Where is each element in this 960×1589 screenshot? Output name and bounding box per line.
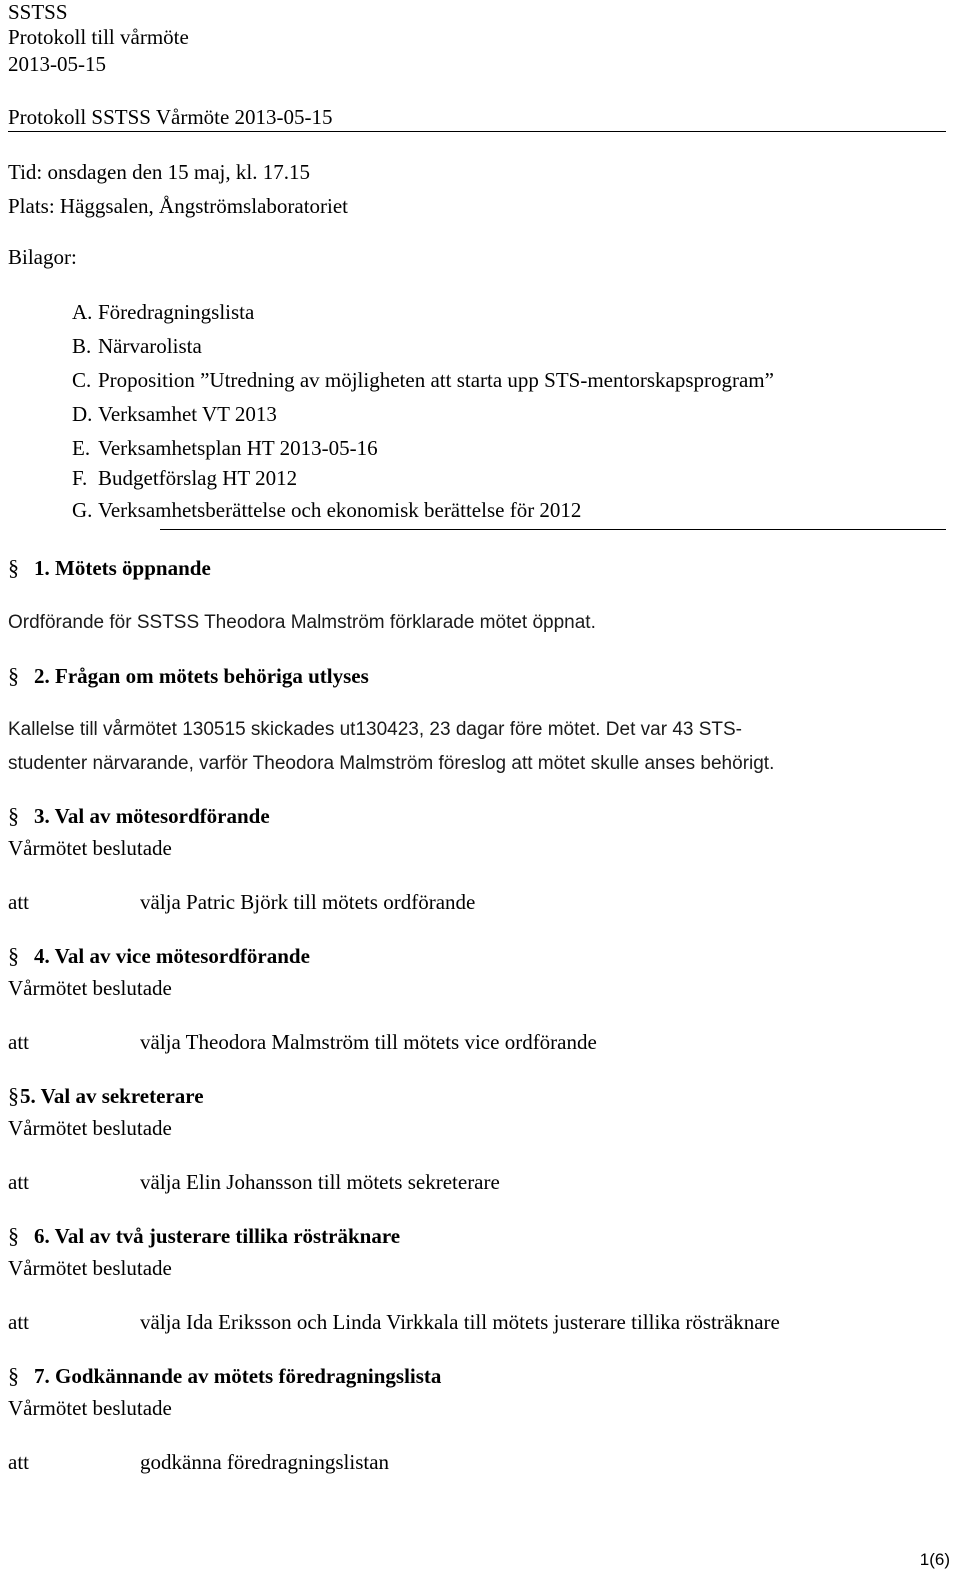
separator-line xyxy=(160,529,946,530)
header-doc: Protokoll till vårmöte xyxy=(8,25,189,49)
section-4-att: att xyxy=(8,1030,29,1054)
attachments-label: Bilagor: xyxy=(8,245,77,269)
attachment-item: G. Verksamhetsberättelse och ekonomisk berättelse för 2012 xyxy=(72,498,582,522)
meeting-time: Tid: onsdagen den 15 maj, kl. 17.15 xyxy=(8,160,310,184)
section-7-heading: § 7. Godkännande av mötets föredragningslista xyxy=(8,1363,442,1388)
section-7-decided: Vårmötet beslutade xyxy=(8,1396,172,1420)
section-4-heading: § 4. Val av vice mötesordförande xyxy=(8,943,310,968)
attachment-item: D. Verksamhet VT 2013 xyxy=(72,402,277,426)
header-org: SSTSS xyxy=(8,0,68,24)
section-7-att: att xyxy=(8,1450,29,1474)
section-5-att: att xyxy=(8,1170,29,1194)
section-2-heading: § 2. Frågan om mötets behöriga utlyses xyxy=(8,663,369,688)
section-2-body-line2: studenter närvarande, varför Theodora Malmström föreslog att mötet skulle anses behörigt. xyxy=(8,753,775,774)
section-6-decision: välja Ida Eriksson och Linda Virkkala till mötets justerare tillika rösträknare xyxy=(140,1310,780,1334)
attachment-item: F. Budgetförslag HT 2012 xyxy=(72,466,298,490)
header-date: 2013-05-15 xyxy=(8,52,106,76)
section-5-heading: §5. Val av sekreterare xyxy=(8,1083,204,1108)
section-6-heading: § 6. Val av två justerare tillika rösträknare xyxy=(8,1223,401,1248)
meeting-place: Plats: Häggsalen, Ångströmslaboratoriet xyxy=(8,194,349,218)
section-4-decided: Vårmötet beslutade xyxy=(8,976,172,1000)
attachment-item: A. Föredragningslista xyxy=(72,300,255,324)
section-7-decision: godkänna föredragningslistan xyxy=(140,1450,390,1474)
section-5-decided: Vårmötet beslutade xyxy=(8,1116,172,1140)
section-1-body: Ordförande för SSTSS Theodora Malmström förklarade mötet öppnat. xyxy=(8,612,596,633)
section-3-heading: § 3. Val av mötesordförande xyxy=(8,803,270,828)
attachment-item: E. Verksamhetsplan HT 2013-05-16 xyxy=(72,436,378,460)
attachment-item: C. Proposition ”Utredning av möjligheten att starta upp STS-mentorskapsprogram” xyxy=(72,368,774,392)
section-5-decision: välja Elin Johansson till mötets sekreterare xyxy=(140,1170,500,1194)
attachment-item: B. Närvarolista xyxy=(72,334,202,358)
section-6-decided: Vårmötet beslutade xyxy=(8,1256,172,1280)
section-4-decision: välja Theodora Malmström till mötets vice ordförande xyxy=(140,1030,597,1054)
section-3-decision: välja Patric Björk till mötets ordförande xyxy=(140,890,476,914)
document-title: Protokoll SSTSS Vårmöte 2013-05-15 xyxy=(8,105,333,129)
section-2-body-line1: Kallelse till vårmötet 130515 skickades ut130423, 23 dagar före mötet. Det var 43 STS- xyxy=(8,719,743,740)
page-number: 1(6) xyxy=(919,1550,950,1569)
title-row xyxy=(8,105,946,132)
section-6-att: att xyxy=(8,1310,29,1334)
section-1-heading: § 1. Mötets öppnande xyxy=(8,555,211,580)
section-3-decided: Vårmötet beslutade xyxy=(8,836,172,860)
section-3-att: att xyxy=(8,890,29,914)
